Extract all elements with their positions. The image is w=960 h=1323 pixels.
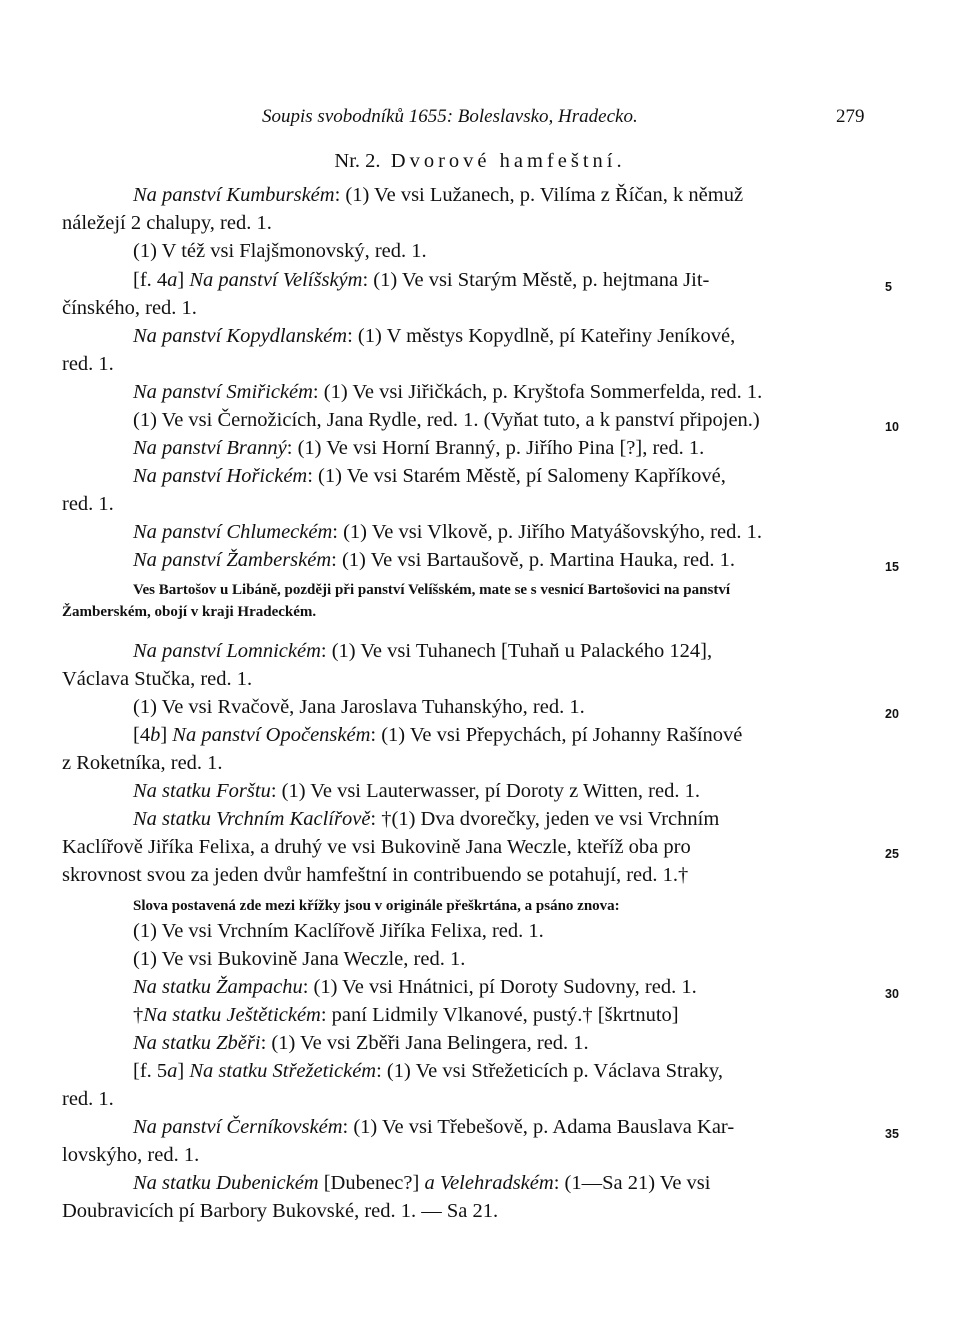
italic-segment: Na panství Smiřickém: [133, 381, 313, 403]
text-segment: ]: [160, 724, 173, 746]
text-line: [133, 974, 697, 1000]
italic-segment: a: [167, 1060, 178, 1082]
text-segment: : †(1) Dva dvorečky, jeden ve vsi Vrchním: [370, 808, 720, 830]
italic-segment: Na panství Černíkovském: [133, 1116, 343, 1138]
text-line: [133, 638, 712, 664]
text-segment: ]: [177, 1060, 190, 1082]
text-segment: (1) Ve vsi Bukovině Jana Weczle, red. 1.: [133, 948, 466, 970]
margin-line-number: 10: [885, 420, 899, 434]
text-line: [133, 1002, 679, 1028]
italic-segment: Na panství Žamberském: [133, 549, 332, 571]
italic-segment: Na panství Chlumeckém: [133, 521, 333, 543]
text-line: [62, 834, 691, 860]
text-line: [133, 1030, 589, 1056]
text-line: [133, 267, 709, 293]
text-line: [133, 918, 544, 944]
text-line: [62, 750, 223, 776]
italic-segment: Na statku Vrchním Kaclířově: [133, 808, 371, 830]
footnote-line: Slova postavená zde mezi křížky jsou v originále přeškrtána, a psáno znova:: [133, 898, 620, 914]
margin-line-number: 30: [885, 987, 899, 1001]
text-segment: [f. 5: [133, 1060, 168, 1082]
italic-segment: Na panství Hořickém: [133, 465, 308, 487]
italic-segment: Na statku Ještětickém: [143, 1004, 321, 1026]
text-line: [133, 806, 719, 832]
italic-segment: Na statku Střežetickém: [189, 1060, 377, 1082]
text-line: [62, 1198, 498, 1224]
section-label: Dvorové hamfeštní.: [390, 150, 626, 172]
text-line: [133, 379, 762, 405]
text-segment: red. 1.: [62, 493, 114, 515]
italic-segment: a: [167, 269, 178, 291]
text-segment: Václava Stučka, red. 1.: [62, 668, 253, 690]
text-segment: : (1) Ve vsi Hnátnici, pí Doroty Sudovny, red. 1.: [302, 976, 697, 998]
text-line: [62, 666, 252, 692]
text-segment: (1) Ve vsi Rvačově, Jana Jaroslava Tuhanskýho, red. 1.: [133, 696, 585, 718]
text-line: [133, 182, 743, 208]
italic-segment: Na panství Velíšským: [189, 269, 363, 291]
text-line: [62, 351, 114, 377]
italic-segment: Na statku Zběři: [133, 1032, 261, 1054]
text-segment: : (1—Sa 21) Ve vsi: [553, 1172, 711, 1194]
italic-segment: Na statku Forštu: [133, 780, 271, 802]
text-segment: čínského, red. 1.: [62, 297, 197, 319]
text-segment: : (1) Ve vsi Tuhanech [Tuhaň u Palackého 124],: [320, 640, 713, 662]
margin-line-number: 5: [885, 280, 892, 294]
text-segment: Kaclířově Jiříka Felixa, a druhý ve vsi Bukovině Jana Weczle, kteříž oba pro: [62, 836, 691, 858]
text-segment: skrovnost svou za jeden dvůr hamfeštní in contribuendo se potahují, red. 1.†: [62, 864, 689, 886]
text-line: [62, 1086, 114, 1112]
italic-segment: Na panství Branný: [133, 437, 287, 459]
text-segment: z Roketníka, red. 1.: [62, 752, 223, 774]
text-segment: : (1) Ve vsi Lužanech, p. Vilíma z Říčan, k němuž: [334, 184, 744, 206]
text-line: [133, 1170, 710, 1196]
text-segment: red. 1.: [62, 353, 114, 375]
text-segment: [f. 4: [133, 269, 168, 291]
text-segment: : (1) Ve vsi Horní Branný, p. Jiřího Pina [?], red. 1.: [286, 437, 705, 459]
text-line: [62, 210, 272, 236]
text-segment: : (1) Ve vsi Střežeticích p. Václava Straky,: [376, 1060, 723, 1082]
section-number: Nr. 2.: [334, 150, 381, 172]
text-line: [133, 407, 760, 433]
text-segment: †: [133, 1004, 144, 1026]
text-line: [133, 694, 585, 720]
italic-segment: Na statku Žampachu: [133, 976, 303, 998]
text-line: [133, 1058, 723, 1084]
text-line: [133, 778, 700, 804]
text-segment: : (1) Ve vsi Lauterwasser, pí Doroty z Witten, red. 1.: [270, 780, 700, 802]
text-segment: : (1) Ve vsi Starým Městě, p. hejtmana Jit-: [362, 269, 710, 291]
text-line: [62, 1142, 199, 1168]
italic-segment: Na statku Dubenickém: [133, 1172, 319, 1194]
text-line: [133, 238, 427, 264]
footnote-line: Žamberském, obojí v kraji Hradeckém.: [62, 604, 317, 620]
text-segment: : (1) Ve vsi Přepychách, pí Johanny Rašínové: [370, 724, 743, 746]
text-segment: : (1) Ve vsi Vlkově, p. Jiřího Matyášovskýho, red. 1.: [332, 521, 762, 543]
text-segment: ]: [177, 269, 190, 291]
text-segment: : (1) Ve vsi Zběři Jana Belingera, red. 1.: [260, 1032, 589, 1054]
text-segment: : paní Lidmily Vlkanové, pustý.† [škrtnuto]: [320, 1004, 679, 1026]
text-line: [133, 547, 735, 573]
running-title: Soupis svobodníků 1655: Boleslavsko, Hradecko.: [262, 106, 638, 127]
margin-line-number: 25: [885, 847, 899, 861]
italic-segment: b: [150, 724, 161, 746]
text-segment: : (1) V městys Kopydlně, pí Kateřiny Jeníkové,: [347, 325, 736, 347]
text-segment: red. 1.: [62, 1088, 114, 1110]
margin-line-number: 20: [885, 707, 899, 721]
text-line: [133, 463, 726, 489]
text-line: [133, 1114, 734, 1140]
text-line: [62, 862, 688, 888]
text-line: [133, 722, 742, 748]
text-segment: : (1) Ve vsi Třebešově, p. Adama Bauslava Kar-: [342, 1116, 735, 1138]
text-segment: [Dubenec?]: [318, 1172, 425, 1194]
text-line: [62, 295, 197, 321]
footnote-line: Ves Bartošov u Libáně, později při panství Velíšském, mate se s vesnicí Bartošovici na panství: [133, 582, 730, 598]
text-segment: : (1) Ve vsi Starém Městě, pí Salomeny Kapříkové,: [307, 465, 726, 487]
text-segment: : (1) Ve vsi Jiřičkách, p. Kryštofa Sommerfelda, red. 1.: [312, 381, 763, 403]
text-line: [133, 946, 465, 972]
section-title: [0, 148, 960, 174]
text-segment: (1) Ve vsi Vrchním Kaclířově Jiříka Felixa, red. 1.: [133, 920, 544, 942]
text-segment: Doubravicích pí Barbory Bukovské, red. 1. — Sa 21.: [62, 1200, 499, 1222]
text-line: [133, 323, 735, 349]
page-number: 279: [836, 106, 865, 127]
text-line: [62, 491, 114, 517]
margin-line-number: 15: [885, 560, 899, 574]
text-segment: náležejí 2 chalupy, red. 1.: [62, 212, 272, 234]
text-line: [133, 435, 704, 461]
text-line: [133, 519, 762, 545]
text-segment: lovskýho, red. 1.: [62, 1144, 200, 1166]
italic-segment: Na panství Kumburském: [133, 184, 335, 206]
text-segment: [4: [133, 724, 151, 746]
text-segment: (1) Ve vsi Černožicích, Jana Rydle, red. 1. (Vyňat tuto, a k panství připojen.): [133, 409, 760, 431]
italic-segment: Na panství Lomnickém: [133, 640, 321, 662]
italic-segment: Na panství Opočenském: [172, 724, 371, 746]
margin-line-number: 35: [885, 1127, 899, 1141]
italic-segment: a Velehradském: [424, 1172, 554, 1194]
text-segment: (1) V též vsi Flajšmonovský, red. 1.: [133, 240, 427, 262]
text-segment: : (1) Ve vsi Bartaušově, p. Martina Hauka, red. 1.: [331, 549, 735, 571]
italic-segment: Na panství Kopydlanském: [133, 325, 348, 347]
